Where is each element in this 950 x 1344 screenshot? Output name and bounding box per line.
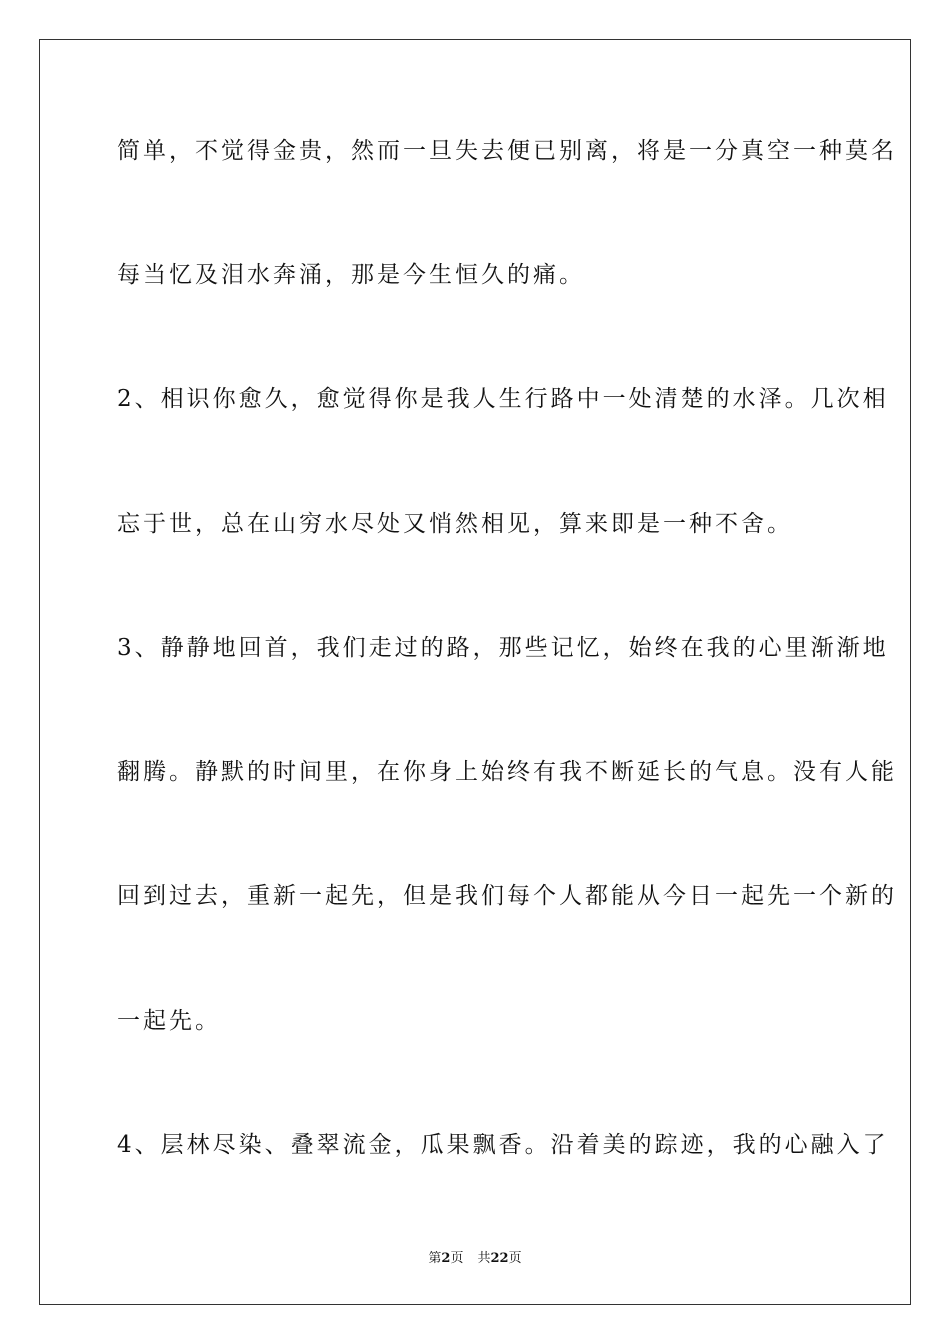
text-line: 一起先。 [117,1008,221,1034]
page-footer [0,1247,950,1266]
page-number-label: 第2页 [428,1251,464,1266]
text-line: 回到过去，重新一起先，但是我们每个人都能从今日一起先一个新的 [117,883,897,909]
total-pages-label: 共22页 [477,1251,522,1266]
text-line: 简单，不觉得金贵，然而一旦失去便已别离，将是一分真空一种莫名 [117,138,897,164]
text-line: 每当忆及泪水奔涌，那是今生恒久的痛。 [117,262,585,288]
page-border [39,39,911,1305]
text-line: 翻腾。静默的时间里，在你身上始终有我不断延长的气息。没有人能 [117,759,897,785]
text-line: 2、相识你愈久，愈觉得你是我人生行路中一处清楚的水泽。几次相 [117,386,889,412]
text-line: 4、层林尽染、叠翠流金，瓜果飘香。沿着美的踪迹，我的心融入了 [117,1132,889,1158]
text-line: 3、静静地回首，我们走过的路，那些记忆，始终在我的心里渐渐地 [117,635,889,661]
text-line: 忘于世，总在山穷水尽处又悄然相见，算来即是一种不舍。 [117,511,793,537]
